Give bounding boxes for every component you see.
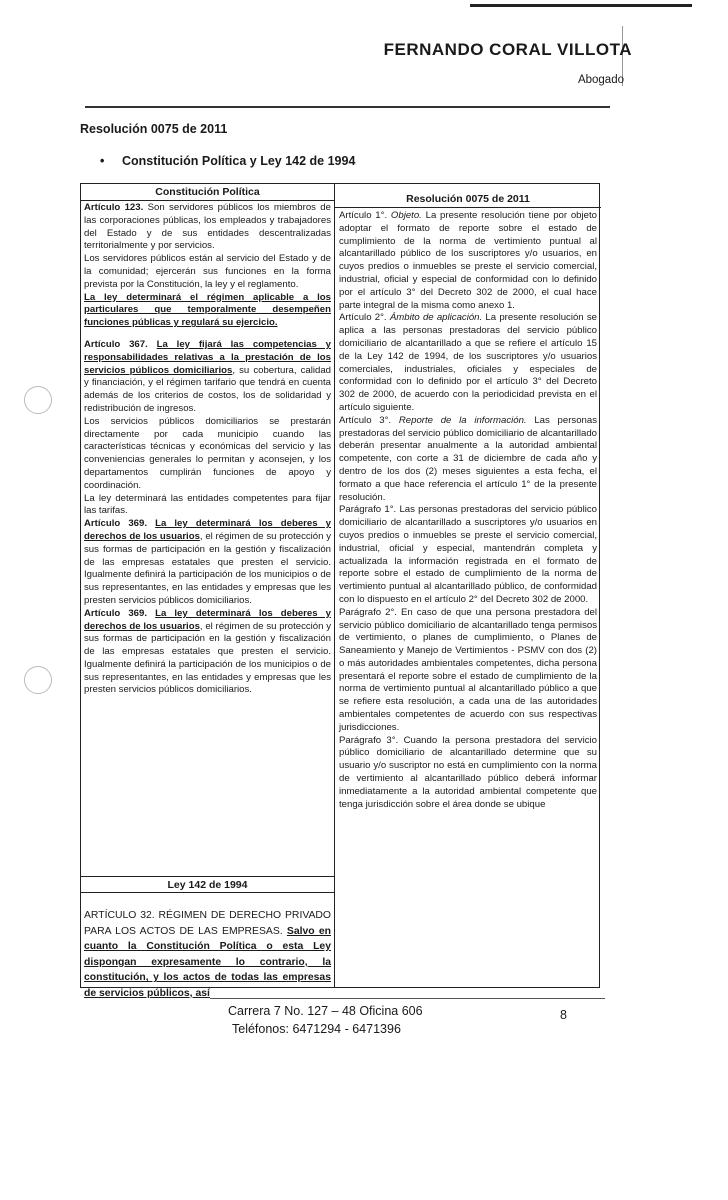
left-column-constitution	[84, 202, 331, 697]
header-divider	[85, 106, 610, 108]
article-123-p3: La ley determinará el régimen aplicable a los particulares que temporalmente desempeñen funciones públicas y regulará su ejercicio.	[84, 291, 331, 329]
footer-divider	[210, 998, 605, 999]
column-divider	[334, 184, 335, 987]
left-section-rule-2	[81, 892, 335, 893]
article-123-p2: Los servidores públicos están al servicio del Estado y de la comunidad; ejercerán sus funciones en la forma prevista por la Constitución, la ley y el reglamento.	[84, 253, 331, 290]
letterhead-role: Abogado	[577, 74, 624, 86]
top-edge-rule	[470, 4, 692, 7]
footer-address: Carrera 7 No. 127 – 48 Oficina 606	[228, 1004, 423, 1018]
section-title: Resolución 0075 de 2011	[80, 122, 228, 136]
resolution-article-2: Artículo 2°. Ámbito de aplicación. La presente resolución se aplica a las personas prestadoras del servicio público domiciliario de alcantarillado a que se refiere el artículo 15 de la Ley 142 de 1994, de los suscriptores y/o usuarios comerciales, industriales, oficiales y especiales de conformidad con lo definido por el artículo 3° del Decreto 302 de 2000, de acuerdo con la periodicidad prevista en el artículo siguiente.	[339, 312, 597, 413]
footer-phones: Teléfonos: 6471294 - 6471396	[232, 1022, 401, 1036]
left-column-header: Constitución Política	[155, 186, 260, 198]
right-column-header: Resolución 0075 de 2011	[406, 193, 530, 205]
article-367-p3: La ley determinará las entidades competentes para fijar las tarifas.	[84, 492, 331, 517]
paragraph-2: Parágrafo 2°. En caso de que una persona prestadora del servicio público domiciliario de alcantarillado tenga permisos de vertimiento, o planes de cumplimiento, o Planes de Saneamiento y Manejo de Vertimientos - PSMV con dos (2) o más autoridades ambientales competentes, dicha persona presentará el reporte sobre el estado de cumplimiento de la norma de vertimiento puntual al alcantarillado público a que se refiere esta resolución, a cada una de las autoridades ambientales competentes de acuerdo con sus respectivas jurisdicciones.	[339, 606, 597, 733]
article-367: Artículo 367. La ley fijará las competencias y responsabilidades relativas a la prestación de los servicios públicos domiciliarios, su cobertura, calidad y financiación, y el régimen tarifario que tendrá en cuenta además de los criterios de costos, los de solidaridad y redistribución de ingresos.	[84, 338, 331, 414]
article-367-p2: Los servicios públicos domiciliarios se prestarán directamente por cada municipio cuando las características técnicas y económicas del servicio y las conveniencias generales lo permitan y aconsejen, y los departamentos cumplirán funciones de apoyo y coordinación.	[84, 415, 331, 491]
article-32: ARTÍCULO 32. RÉGIMEN DE DERECHO PRIVADO PARA LOS ACTOS DE LAS EMPRESAS. Salvo en cuanto la Constitución Política o esta Ley dispongan expresamente lo contrario, la constitución, y los actos de todas las empresas de servicios públicos, así	[84, 910, 331, 999]
page-number: 8	[560, 1008, 567, 1022]
right-header-rule	[335, 207, 601, 208]
punch-hole-mark	[24, 666, 52, 694]
punch-hole-mark	[24, 386, 52, 414]
left-column-header-law: Ley 142 de 1994	[167, 879, 248, 891]
left-header-rule	[81, 200, 335, 201]
article-123: Artículo 123. Son servidores públicos los miembros de las corporaciones públicas, los empleados y trabajadores del Estado y de sus entidades descentralizadas territorialmente y por servicios.	[84, 202, 331, 252]
comparison-table	[80, 183, 600, 999]
resolution-article-1: Artículo 1°. Objeto. La presente resolución tiene por objeto adoptar el formato de reporte sobre el estado de cumplimiento de la norma de vertimiento puntual al alcantarillado público de los suscriptores y/o usuarios, en cuyos predios o inmuebles se preste el servicio comercial, industrial, oficial y especial de conformidad con lo definido por el artículo 3° del Decreto 302 de 2000, el cual hace parte integral de la misma como anexo 1.	[339, 210, 597, 311]
resolution-article-3: Artículo 3°. Reporte de la información. Las personas prestadoras del servicio público domiciliario de alcantarillado deberán presentar anualmente a la autoridad ambiental competente, con corte a 31 de diciembre de cada año y dentro de los dos (2) meses siguientes a esta fecha, el formato a que hace referencia el artículo 1° de la presente resolución.	[339, 414, 598, 503]
article-369-repeat: Artículo 369. La ley determinará los deberes y derechos de los usuarios, el régimen de su protección y sus formas de participación en la gestión y fiscalización de las empresas estatales que presten el servicio. Igualmente definirá la participación de los municipios o de sus representantes, en las entidades y empresas que les presten servicios públicos domiciliarios.	[84, 607, 331, 696]
paragraph-3: Parágrafo 3°. Cuando la persona prestadora del servicio público domiciliario de alcantarillado determine que su usuario y/o suscriptor no está en cumplimiento con la norma de vertimiento al alcantarillado público deberá informar inmediatamente a la autoridad ambiental competente que tenga jurisdicción sobre el área donde se ubique	[339, 734, 597, 810]
bullet-dot-icon: •	[100, 154, 105, 168]
bullet-text: Constitución Política y Ley 142 de 1994	[122, 154, 356, 168]
paragraph-1: Parágrafo 1°. Las personas prestadoras del servicio público domiciliario de alcantarillado a suscriptores y/o usuarios en cuyos predios o inmuebles se preste el servicio comercial, industrial, oficial y especial, mantendrán completa y actualizada la información registrada en el formato de reporte sobre el estado de cumplimiento de la norma de vertimiento puntual al alcantarillado público, de conformidad con lo dispuesto en el artículo 2° del Decreto 302 de 2000.	[339, 504, 597, 605]
right-column-resolution	[339, 210, 597, 811]
article-369: Artículo 369. La ley determinará los deberes y derechos de los usuarios, el régimen de su protección y sus formas de participación en la gestión y fiscalización de las empresas estatales que presten el servicio. Igualmente definirá la participación de los municipios o de sus representantes, en las entidades y empresas que les presten servicios públicos domiciliarios.	[84, 518, 331, 606]
left-column-law-142	[84, 908, 331, 1002]
bullet-item	[100, 154, 355, 168]
left-section-rule	[81, 876, 335, 877]
letterhead-name: FERNANDO CORAL VILLOTA	[383, 40, 632, 59]
